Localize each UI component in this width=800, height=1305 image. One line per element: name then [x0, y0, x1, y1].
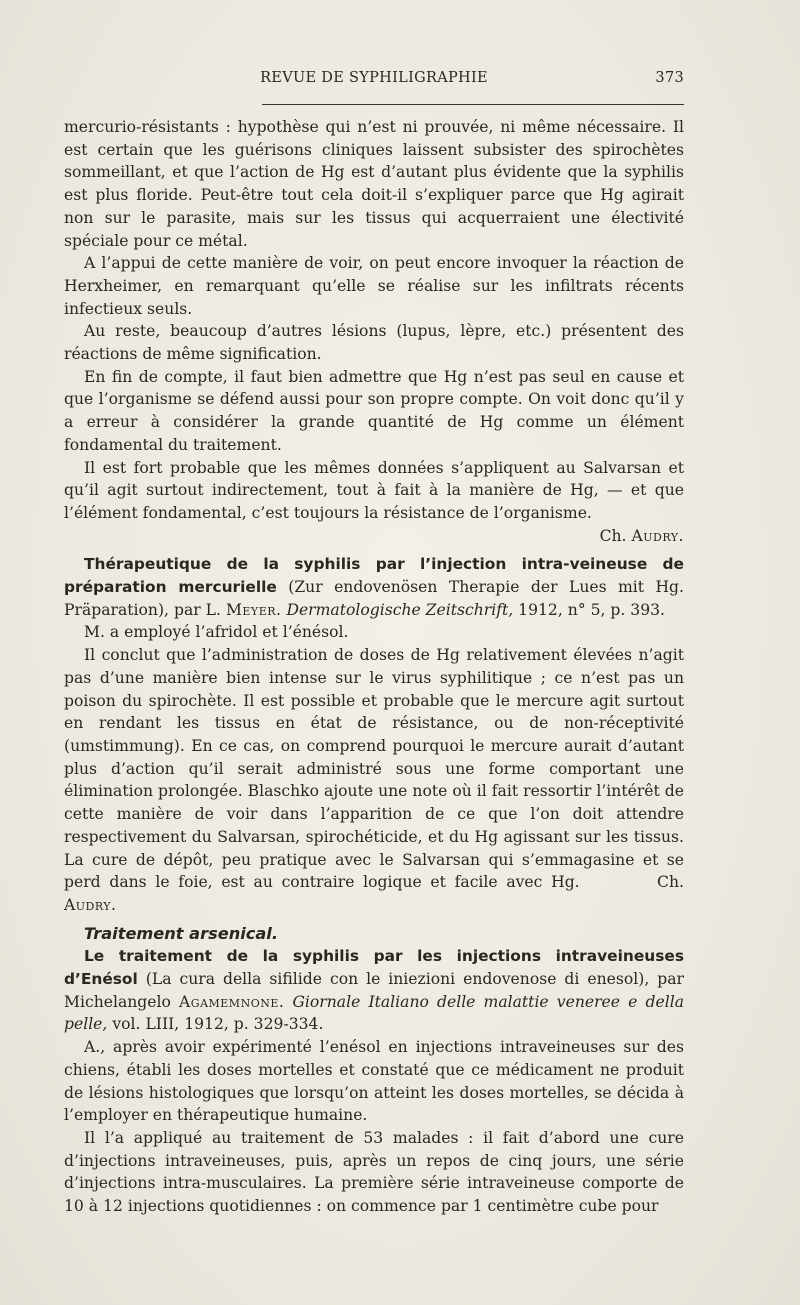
running-header — [64, 70, 684, 94]
paragraph: A., après avoir expérimenté l’enésol en injections intraveineuses sur des chiens, établi les doses mortelles et constaté que ce médicament ne produit de lésions histologiques que lorsqu’on atteint les doses mortelles, se décida à l’employer en thérapeutique humaine. — [64, 1038, 684, 1125]
paragraph: Au reste, beaucoup d’autres lésions (lupus, lèpre, etc.) présentent des réactions de même signification. — [64, 322, 684, 364]
signature-name: Audry. — [631, 526, 684, 545]
article-heading — [64, 945, 684, 1036]
article-journal: Giornale Italiano delle malattie veneree e della pelle, — [64, 992, 684, 1034]
article-journal: Dermatologische Zeitschrift, — [286, 600, 514, 619]
paragraph: A l’appui de cette manière de voir, on peut encore invoquer la réaction de Herxheimer, en remarquant qu’elle se réalise sur les infiltrats récents infectieux seuls. — [64, 254, 684, 318]
page-number: 373 — [655, 70, 684, 86]
paragraph: mercurio-résistants : hypothèse qui n’est ni prouvée, ni même nécessaire. Il est certain que les guérisons cliniques laissent subsister des spirochètes sommeillant, et que l’action de Hg est d’autant plus évidente que la syphilis est plus floride. Peut-être tout cela doit-il s’expliquer parce que Hg agirait non sur le parasite, mais sur les tissus qui acquerraient une électivité spéciale pour ce métal. — [64, 118, 684, 250]
article-author: Agamemnone. — [179, 992, 285, 1011]
signature-prefix: Ch. — [599, 526, 627, 545]
article-title: Le traitement de la syphilis par les injections intraveineuses d’Enésol — [64, 947, 684, 989]
article-author: Meyer. — [225, 600, 282, 619]
article-citation: vol. LIII, 1912, p. 329-334. — [112, 1015, 324, 1034]
paragraph — [64, 644, 684, 916]
article-heading — [64, 553, 684, 621]
article-citation: 1912, n° 5, p. 393. — [518, 600, 666, 619]
article-subtitle: (La cura della sifilide con le iniezioni endovenose di enesol), par Michelangelo — [64, 970, 684, 1011]
article-body — [64, 116, 684, 1218]
section-title: Traitement arsenical. — [84, 923, 278, 943]
header-rule — [262, 104, 684, 105]
signature — [64, 525, 684, 548]
paragraph: M. a employé l’afridol et l’énésol. — [84, 623, 349, 642]
paragraph: Il est fort probable que les mêmes données s’appliquent au Salvarsan et qu’il agit surtout indirectement, tout à fait à la manière de Hg, — et que l’élément fondamental, c’est toujours la résistance de l’organisme. — [64, 458, 684, 522]
paragraph: Il l’a appliqué au traitement de 53 malades : il fait d’abord une cure d’injections intraveineuses, puis, après un repos de cinq jours, une série d’injections intra-musculaires. La première série intraveineuse comporte de 10 à 12 injections quotidiennes : on commence par 1 centimètre cube pour — [64, 1128, 684, 1216]
paragraph-text: Il conclut que l’administration de doses de Hg relativement élevées n’agit pas d’une manière bien intense sur le virus syphilitique ; ce n’est pas un poison du spirochète. Il est possible et probable que le mercure agit surtout en rendant les tissus en état de résistance, ou de non-réceptivité (umstimmung). En ce cas, on comprend pourquoi le mercure aurait d’autant plus d’action qu’il serait administré sous une forme comportant une élimination prolongée. Blaschko ajoute une note où il fait ressortir l’intérêt de cette manière de voir dans l’apparition de ce que l’on doit attendre respectivement du Salvarsan, spirochéticide, et du Hg agissant sur les tissus. La cure de dépôt, peu pratique avec le Salvarsan qui s’emmagasine et se perd dans le foie, est au contraire logique et facile avec Hg. — [64, 646, 684, 892]
signature-prefix: Ch. — [657, 873, 684, 892]
article-subtitle: (Zur endovenösen Therapie der Lues mit Hg. Präparation), par L. — [64, 578, 684, 619]
paragraph: En fin de compte, il faut bien admettre que Hg n’est pas seul en cause et que l’organisme se défend aussi pour son propre compte. On voit donc qu’il y a erreur à considérer la grande quantité de Hg comme un élément fondamental du traitement. — [64, 367, 684, 454]
signature-name: Audry. — [64, 895, 117, 914]
article-title: Thérapeutique de la syphilis par l’injection intra-veineuse de préparation mercurielle — [64, 555, 684, 597]
journal-title: REVUE DE SYPHILIGRAPHIE — [260, 70, 488, 86]
